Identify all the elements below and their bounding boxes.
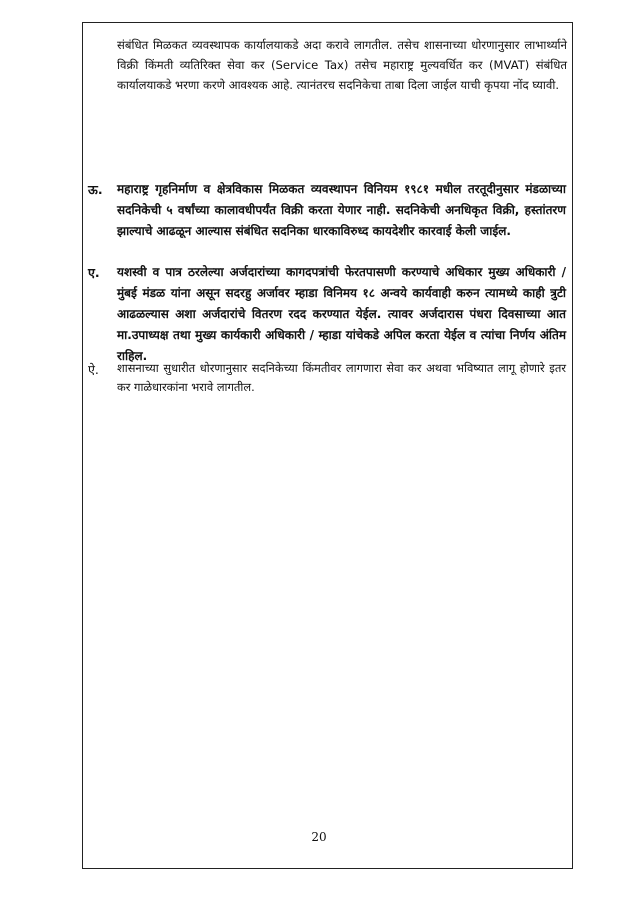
clause-text: शासनाच्या सुधारीत धोरणानुसार सदनिकेच्या किंमतीवर लागणारा सेवा कर अथवा भविष्यात लागू होणारे इतर कर गाळेधारकांना भरावे लागतील. [117,361,566,394]
intro-paragraph: संबंधित मिळकत व्यवस्थापक कार्यालयाकडे अदा करावे लागतील. तसेच शासनाच्या धोरणानुसार लाभार्थ्याने विक्री किंमती व्यतिरिक्त सेवा कर (Service Tax) तसेच महाराष्ट्र मुल्यवर्धित कर (MVAT) संबंधित कार्यालयाकडे भरणा करणे आवश्यक आहे. त्यानंतरच सदनिकेचा ताबा दिला जाईल याची कृपया नोंद घ्यावी. [117,38,567,92]
clause-ai [88,359,566,397]
page-border [82,22,573,869]
clause-marker: ए. [88,265,100,280]
clause-text: महाराष्ट्र गृहनिर्माण व क्षेत्रविकास मिळकत व्यवस्थापन विनियम १९८१ मधील तरतूदीनुसार मंडळाच्या सदनिकेची ५ वर्षांच्या कालावधीपर्यंत विक्री करता येणार नाही. सदनिकेची अनधिकृत विक्री, हस्तांतरण झाल्याचे आढळून आल्यास संबंधित सदनिका धारकाविरुध्द कायदेशीर कारवाई केली जाईल. [117,182,566,238]
clause-u [88,179,566,242]
clause-text: यशस्वी व पात्र ठरलेल्या अर्जदारांच्या कागदपत्रांची फेरतपासणी करण्याचे अधिकार मुख्य अधिकारी / मुंबई मंडळ यांना असून सदरहु अर्जावर म्हाडा विनिमय १८ अन्वये कार्यवाही करुन त्यामध्ये काही त्रुटी आढळल्यास अशा अर्जदारांचे वितरण रदद करण्यात येईल. त्यावर अर्जदारास पंधरा दिवसाच्या आत मा.उपाध्यक्ष तथा मुख्य कार्यकारी अधिकारी / म्हाडा यांचेकडे अपिल करता येईल व त्यांचा निर्णय अंतिम राहिल. [117,265,566,363]
clause-marker: ऐ. [88,362,99,377]
page-number: 20 [311,830,327,844]
clause-marker: ऊ. [88,182,103,197]
clause-e [88,262,566,367]
